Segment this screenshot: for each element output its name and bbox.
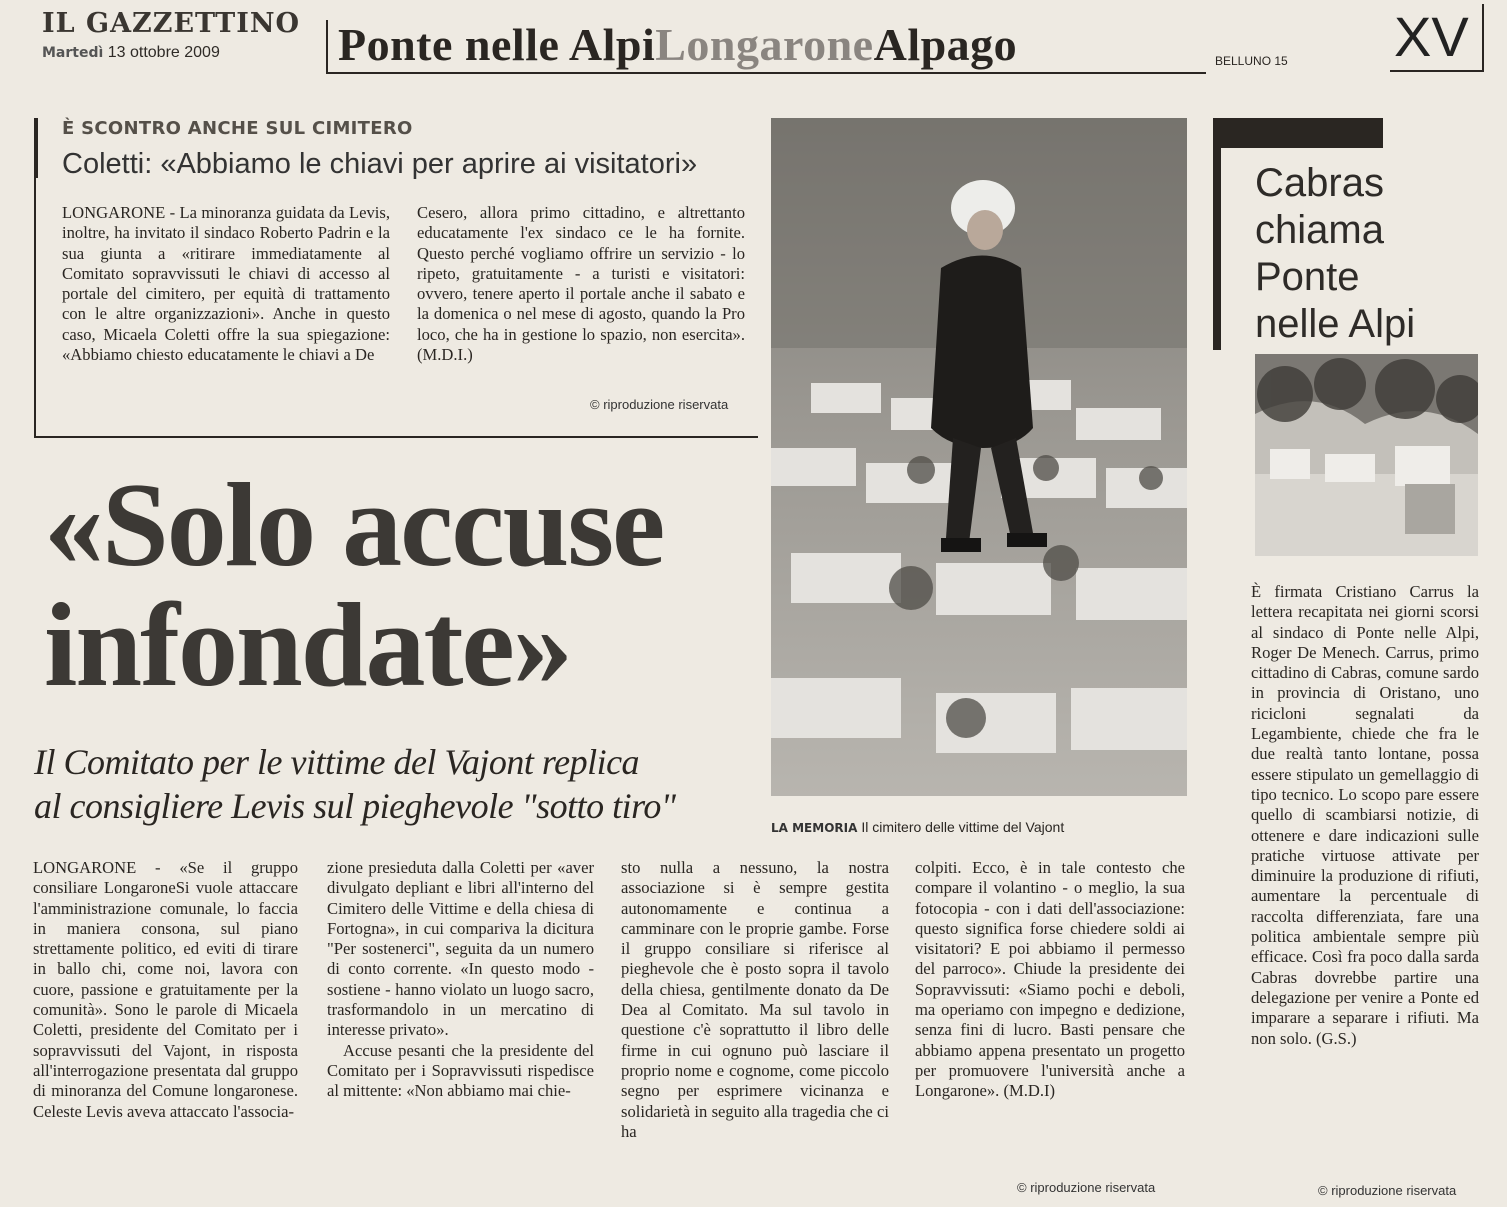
boxed-article-text: Cesero, allora primo cittadino, e altrettanto educatamente l'ex sindaco ce le ha fornite. Questo perché vogliamo offrire un servizio - lo ripeto, gratuitamente - a turisti e visitatori: ovvero, tenere aperto il portale anche il sabato e la domenica o nel mese di agosto, quando la Pro loco, che ha in gestione lo spazio, non esercita». (M.D.I.) bbox=[417, 203, 745, 365]
date: 13 ottobre 2009 bbox=[107, 44, 220, 61]
main-article-text: zione presieduta dalla Coletti per «aver divulgato depliant e libri all'interno del Cimitero delle Vittime e della chiesa di Fortogna», in cui compariva la dicitura "Per sostenerci", seguita da un numero di conto corrente. «In questo modo - sostiene - hanno violato un luogo sacro, trasformandolo in un mercatino di interesse privato». bbox=[327, 858, 594, 1040]
side-article-text: È firmata Cristiano Carrus la lettera recapitata nei giorni scorsi al sindaco di Ponte nelle Alpi, Roger De Menech. Carrus, primo cittadino di Cabras, comune sardo in provincia di Oristano, uno ricicloni segnalati da Legambiente, chiede che fra le due realtà tanto lontane, possa essere stipulato un gemellaggio di tipo tecnico. Lo scopo pare essere quello di scambiarsi notizie, di ottenere e dare indicazioni sulle pratiche virtuose attivate per diminuire la produzione di rifiuti, aumentare la percentuale di raccolta differenziata, fare una politica ambientale sempre più efficace. Così fra poco dalla sarda Cabras dovrebbe partire una delegazione per venire a Ponte ed imparare a separare i rifiuti. Ma non solo. (G.S.) bbox=[1251, 582, 1479, 1048]
boxed-article-kicker: È SCONTRO ANCHE SUL CIMITERO bbox=[62, 118, 413, 139]
boxed-article-credit: © riproduzione riservata bbox=[590, 397, 729, 412]
edition-label: BELLUNO 15 bbox=[1215, 54, 1288, 68]
side-article-credit: © riproduzione riservata bbox=[1318, 1183, 1457, 1198]
section-title-alpago: Alpago bbox=[873, 19, 1018, 70]
boxed-article-accent-bar bbox=[34, 118, 38, 178]
subheadline-line-1: Il Comitato per le vittime del Vajont replica bbox=[34, 742, 640, 782]
side-headline-line-2: chiama bbox=[1255, 208, 1384, 252]
main-subheadline bbox=[34, 740, 675, 828]
cemetery-photo bbox=[771, 118, 1187, 796]
main-article-column-2 bbox=[327, 858, 594, 1102]
photo-caption bbox=[771, 819, 1064, 835]
caption-label: LA MEMORIA bbox=[771, 821, 858, 835]
side-article-accent-bar bbox=[1213, 118, 1383, 148]
side-article-accent-rule bbox=[1213, 118, 1221, 350]
main-headline-line-1: «Solo accuse bbox=[44, 458, 664, 591]
cemetery-photo-image bbox=[771, 118, 1187, 796]
main-article-text: Accuse pesanti che la presidente del Comitato per i Sopravvissuti rispedisce al mittente: «Non abbiamo mai chie- bbox=[327, 1040, 594, 1101]
side-headline-line-1: Cabras bbox=[1255, 161, 1384, 205]
side-article-headline bbox=[1255, 160, 1415, 348]
main-headline-line-2: infondate» bbox=[44, 578, 571, 711]
subheadline-line-2: al consigliere Levis sul pieghevole "sotto tiro" bbox=[34, 786, 676, 826]
main-article-column-1 bbox=[33, 858, 298, 1122]
section-title-longarone: Longarone bbox=[655, 19, 874, 70]
dateline bbox=[42, 44, 220, 62]
main-article-column-3 bbox=[621, 858, 889, 1142]
boxed-article-column-2 bbox=[417, 203, 745, 365]
page-number: XV bbox=[1390, 4, 1484, 72]
side-article-column bbox=[1251, 582, 1479, 1049]
side-photo-image bbox=[1255, 354, 1478, 556]
section-title bbox=[338, 18, 1017, 71]
boxed-article-column-1 bbox=[62, 203, 390, 365]
main-article-column-4 bbox=[915, 858, 1185, 1102]
side-headline-line-4: nelle Alpi bbox=[1255, 302, 1416, 346]
weekday: Martedì bbox=[42, 45, 104, 61]
main-article-text: colpiti. Ecco, è in tale contesto che compare il volantino - o meglio, la sua fotocopia - con i dati dell'associazione: questo significa forse chiedere soldi ai visitatori? E poi abbiamo il permesso del parroco». Chiude la presidente dei Sopravvissuti: «Siamo pochi e deboli, ma operiamo con impegno e dedizione, senza fini di lucro. Basti pensare che abbiamo appena presentato un progetto per promuovere l'università anche a Longarone». (M.D.I) bbox=[915, 858, 1185, 1101]
section-title-ponte: Ponte nelle Alpi bbox=[338, 19, 656, 70]
boxed-article-headline: Coletti: «Abbiamo le chiavi per aprire ai visitatori» bbox=[62, 148, 698, 180]
masthead-rule bbox=[326, 72, 1206, 74]
main-article-text: LONGARONE - «Se il gruppo consiliare LongaroneSi vuole attaccare l'amministrazione comunale, lo faccia in maniera consona, sul piano strettamente politico, ed eviti di tirare in ballo chi, come noi, lavora con cuore, passione e gratuitamente per la comunità». Sono le parole di Micaela Coletti, presidente del Comitato per i sopravvissuti del Vajont, in risposta all'interrogazione presentata dal gruppo di minoranza del Comune longaronese. Celeste Levis aveva attaccato l'associa- bbox=[33, 858, 298, 1121]
main-article-credit: © riproduzione riservata bbox=[1017, 1180, 1156, 1195]
caption-text: Il cimitero delle vittime del Vajont bbox=[861, 819, 1065, 835]
main-article-text: sto nulla a nessuno, la nostra associazione si è sempre gestita autonomamente e continua a camminare con le proprie gambe. Forse il gruppo consiliare si riferisce al pieghevole che è posto sopra il tavolo della chiesa, gentilmente donato da De Dea al Comitato. Ma sul tavolo in questione c'è soprattutto il libro delle firme in cui ognuno può lasciare il proprio nome e cognome, come piccolo segno per esprimere vicinanza e solidarietà in seguito alla tragedia che ci ha bbox=[621, 858, 889, 1141]
newspaper-name: IL GAZZETTINO bbox=[42, 8, 301, 39]
main-headline bbox=[44, 458, 664, 711]
boxed-article-text: LONGARONE - La minoranza guidata da Levis, inoltre, ha invitato il sindaco Roberto Padrin e la sua giunta a «ritirare immediatamente al Comitato sopravvissuti le chiavi di accesso al portale del cimitero, per equità di trattamento con le altre organizzazioni». Anche in questo caso, Micaela Coletti offre la sua spiegazione: «Abbiamo chiesto educatamente le chiavi a De bbox=[62, 203, 390, 365]
masthead-divider bbox=[326, 20, 328, 72]
side-article-photo bbox=[1255, 354, 1478, 556]
side-headline-line-3: Ponte bbox=[1255, 255, 1360, 299]
